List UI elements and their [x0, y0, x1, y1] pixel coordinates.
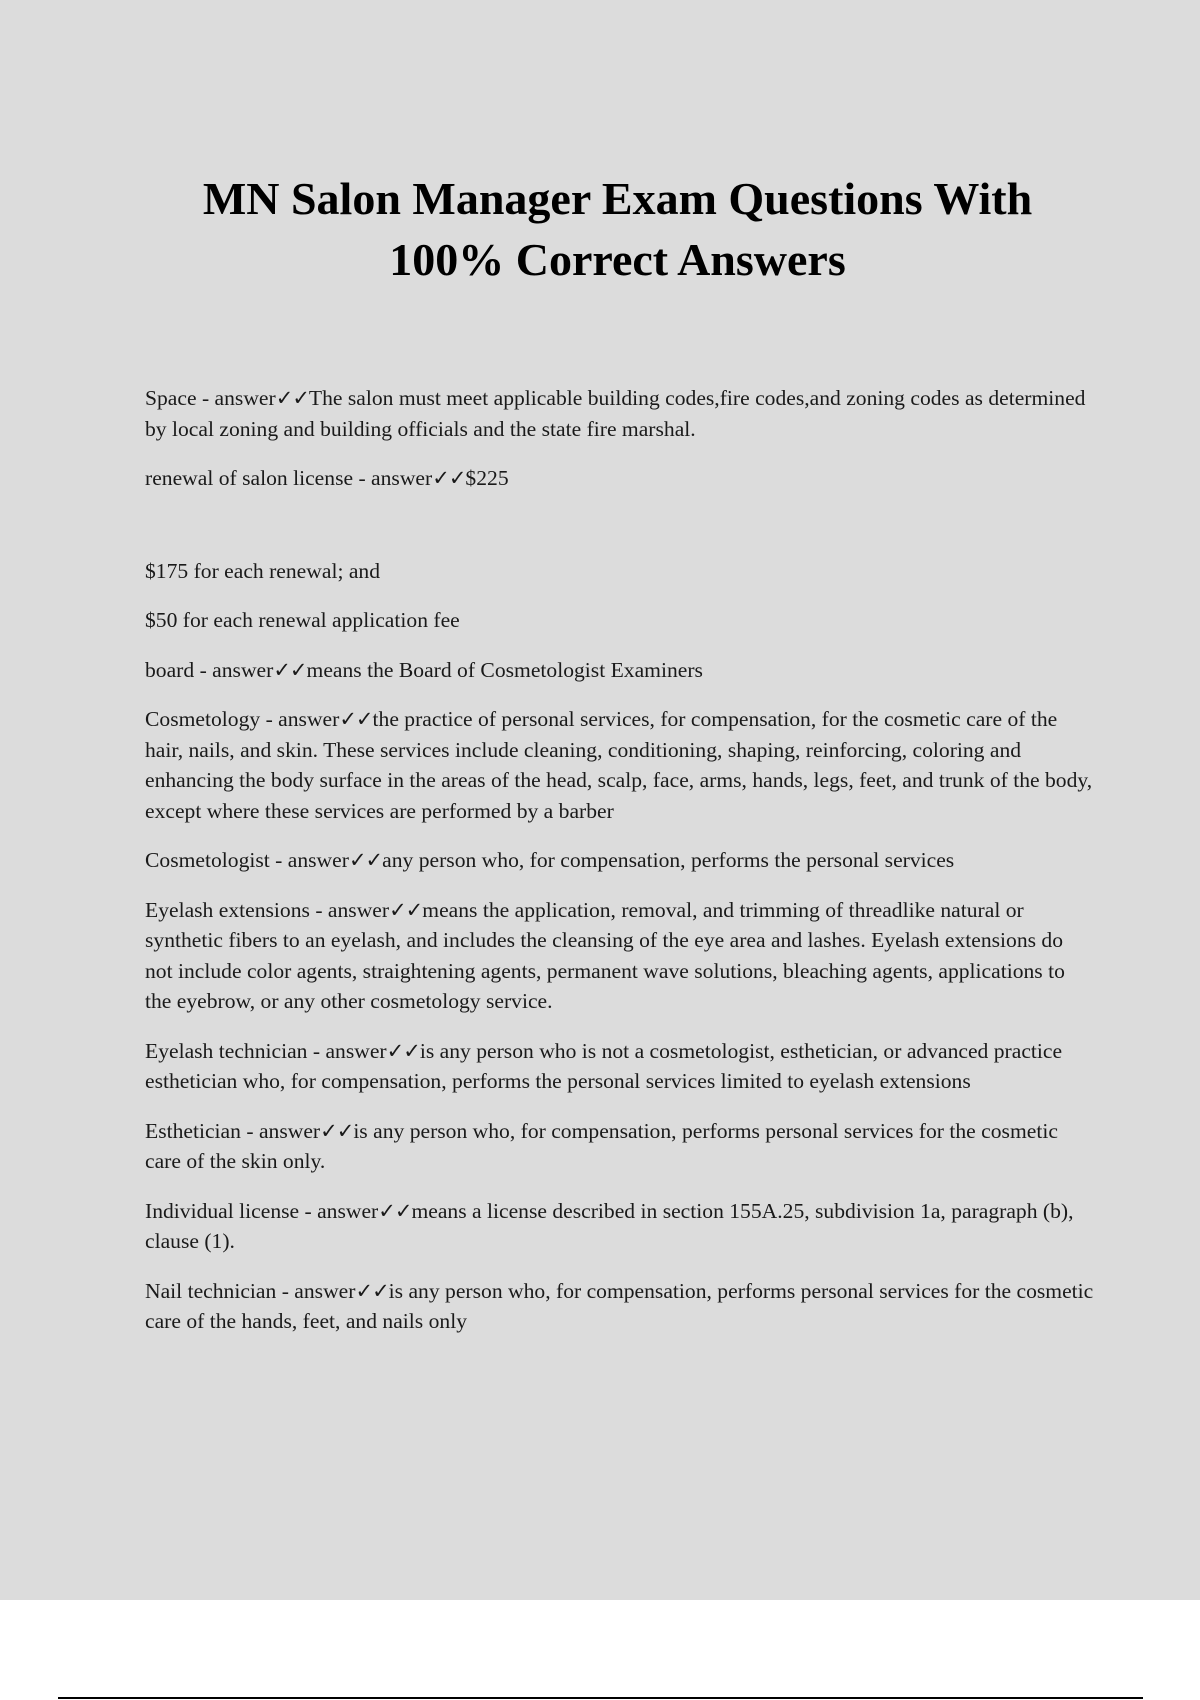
- flashcard-entry-eyelash-extensions: [145, 895, 1095, 1017]
- check-marks-icon: ✓✓: [273, 657, 307, 682]
- entry-definition: means the Board of Cosmetologist Examiners: [306, 657, 703, 682]
- entry-term: renewal of salon license: [145, 466, 354, 490]
- entry-definition: means the application, removal, and trimming of threadlike natural or synthetic fibers to an eyelash, and includes the cleansing of the eye area and lashes. Eyelash extensions do not include color agents, straightening agents, permanent wave solutions, bleaching agents, applications to the eyebrow, or any other cosmetology service.: [145, 897, 1065, 1013]
- answer-marker: - answer: [309, 897, 390, 922]
- flashcard-entry-renewal: [145, 463, 1095, 494]
- flashcard-entry-space: [145, 383, 1095, 444]
- check-marks-icon: ✓✓: [275, 386, 309, 410]
- flashcard-entry-board: [145, 655, 1095, 686]
- entry-definition: means a license described in section 155A.25, subdivision 1a, paragraph (b), clause (1).: [145, 1198, 1074, 1253]
- entry-definition: the practice of personal services, for compensation, for the cosmetic care of the hair, nails, and skin. These services include cleaning, conditioning, shaping, reinforcing, coloring and enhancing the body surface in the areas of the head, scalp, face, arms, hands, legs, feet, and trunk of the body, except where these services are performed by a barber: [145, 707, 1093, 823]
- entry-term: Space: [145, 386, 197, 410]
- entry-term: Cosmetology: [145, 707, 261, 731]
- renewal-fee-line: $175 for each renewal; and: [145, 558, 381, 583]
- entry-term: Eyelash extensions: [145, 897, 310, 922]
- flashcard-entry-individual-license: [145, 1196, 1095, 1257]
- flashcard-entry-cosmetologist: [145, 845, 1095, 876]
- entry-term: Nail technician: [145, 1278, 277, 1303]
- check-marks-icon: ✓✓: [378, 1198, 412, 1223]
- document-title: [150, 168, 1085, 290]
- answer-marker: - answer: [260, 707, 340, 731]
- entry-definition: is any person who, for compensation, performs personal services for the cosmetic care of the hands, feet, and nails only: [145, 1278, 1094, 1333]
- check-marks-icon: ✓✓: [389, 897, 423, 922]
- footer-divider: [58, 1697, 1143, 1699]
- entry-term: Cosmetologist: [145, 848, 270, 872]
- entry-term: Individual license: [145, 1198, 300, 1223]
- flashcard-entry-eyelash-technician: [145, 1036, 1095, 1097]
- answer-marker: - answer: [353, 466, 433, 490]
- entry-definition: $225: [465, 466, 509, 490]
- entry-definition: is any person who is not a cosmetologist, esthetician, or advanced practice esthetician who, for compensation, performs the personal services limited to eyelash extensions: [145, 1038, 1063, 1093]
- entry-definition: The salon must meet applicable building codes,fire codes,and zoning codes as determined by local zoning and building officials and the state fire marshal.: [145, 386, 1086, 441]
- entry-term: Eyelash technician: [145, 1038, 308, 1063]
- answer-marker: - answer: [194, 657, 274, 682]
- entry-definition: any person who, for compensation, performs the personal services: [382, 848, 955, 872]
- title-line-1: MN Salon Manager Exam Questions With: [202, 173, 1033, 224]
- answer-marker: - answer: [196, 386, 276, 410]
- check-marks-icon: ✓✓: [355, 1278, 389, 1303]
- check-marks-icon: ✓✓: [320, 1118, 354, 1143]
- check-marks-icon: ✓✓: [339, 707, 373, 731]
- check-marks-icon: ✓✓: [432, 466, 466, 490]
- answer-marker: - answer: [276, 1278, 356, 1303]
- entry-term: Esthetician: [145, 1118, 241, 1143]
- answer-marker: - answer: [240, 1118, 321, 1143]
- check-marks-icon: ✓✓: [386, 1038, 420, 1063]
- flashcard-entry-nail-technician: [145, 1276, 1095, 1337]
- renewal-application-fee-line: $50 for each renewal application fee: [145, 608, 460, 632]
- entry-term: board: [145, 657, 195, 682]
- entry-definition: is any person who, for compensation, performs personal services for the cosmetic care of the skin only.: [145, 1118, 1058, 1173]
- answer-marker: - answer: [307, 1038, 387, 1063]
- answer-marker: - answer: [299, 1198, 379, 1223]
- answer-marker: - answer: [269, 848, 349, 872]
- flashcard-entry-esthetician: [145, 1116, 1095, 1177]
- flashcard-list: [145, 383, 1095, 1356]
- title-line-2: 100% Correct Answers: [389, 234, 846, 285]
- check-marks-icon: ✓✓: [348, 848, 383, 872]
- flashcard-entry-cosmetology: [145, 704, 1095, 826]
